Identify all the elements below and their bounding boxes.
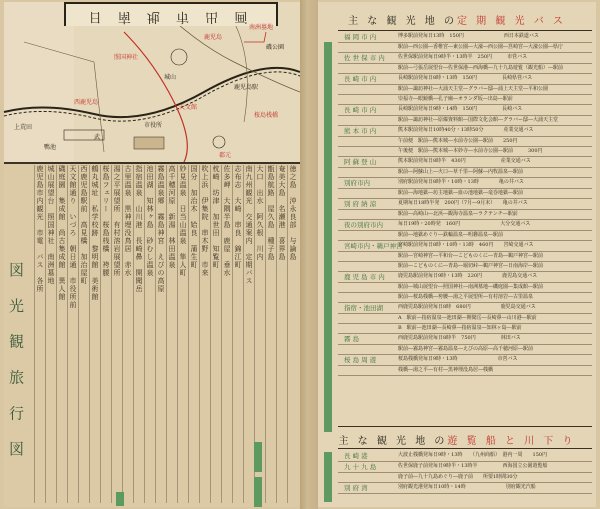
text-column: 磯庭園 集成館 尚古集成館 異人館 [56,165,67,503]
table-row: 熊 本 市 内 熊本駅前発毎日10時40分・13時50分 産業交通バス [338,126,592,137]
table-row: 霧 島 西鹿児島駅前発毎日8時半 750円 林田バス [338,334,592,345]
table-row: 駅前―諏訪神社―原爆資料館―国際文化会館―グラバー邸―大浦天主堂 [338,116,592,126]
map-label: 城山 [164,74,177,81]
table-row: 桜 島 周 遊 桜島桟橋発毎日9時・13時 市営バス [338,355,592,366]
green-tab [254,442,262,472]
tour-bus-title: 主 な 観 光 地 の定 期 観 光 バ ス [348,16,566,27]
map-label: 武 [94,134,101,141]
map-title: 日 南 地 市 出 画 [64,2,278,26]
text-column: 鹿児島市内観光 市電 バス 各所 [34,165,45,503]
green-tab [254,477,262,507]
text-column: 南九州観光 交通案内 定期バス [243,165,254,503]
map-label: 市役所 [144,122,163,129]
table-row: 佐 世 保 市 内 佐世保駅前発毎日9時半・13時半 250円 市営バス [338,53,592,64]
text-column: 天文館通り いづろ 朝日通 市役所前 [67,165,78,503]
table-row: 駅前―諏訪神社―大浦天主堂―グラバー邸―浦上天主堂―平和公園 [338,85,592,95]
divider [338,426,592,427]
text-column: 城山展望台 照国神社 南洲墓地 [45,165,56,503]
table-row: 駅前―高崎山―北浜―観海寺温泉―ラクテンチ―駅前 [338,210,592,220]
right-page [318,2,596,507]
map-label: 鹿児島駅 [234,84,259,91]
text-column: 池田湖 知林ヶ島 砂むし温泉 [144,165,155,503]
table-row: 桟橋―湯之平―有村―黒神埋没鳥居―桟橋 [338,366,592,376]
table-row: 駅前―弓張岳展望台―佐世保港―西海橋―九十九島遊覧（観光船）―駅前 [338,64,592,74]
table-row: 別府市内 別府駅前発毎日8時半・10時・13時 亀の井バス [338,178,592,189]
map-label: 磯公園 [266,44,285,51]
table-row: 崇福寺―眼鏡橋―孔子廟―オランダ坂―出島―駅前 [338,95,592,105]
green-strip [324,42,332,432]
table-row: 駅前―阿蘇山上―火口―草千里―阿蘇―内牧温泉―駅前 [338,168,592,178]
table-row: 鹿子前―九十九島めぐり―鹿子前 所要1時間30分 [338,473,592,483]
table-row: 長 崎 市 内 長崎駅前発毎日8時・13時 150円 長崎県営バス [338,74,592,85]
boat-title: 主 な 観 光 地 の遊 覧 船 と 川 下 り [338,436,576,447]
table-row: A 駅前―指宿温泉―池田湖―開聞岳―長崎鼻―山川港―駅前 [338,314,592,324]
map-label: 郡元 [219,152,232,159]
text-column: 妙見温泉 日当山温泉 隼人町 [177,165,188,503]
text-column: 高千穂河原 新湯 林田温泉 [166,165,177,503]
table-row: 別 府 納 涼 夏期毎日18時半発 200円（7月―9月末） 亀の井バス [338,199,592,210]
table-row: 駅前―海地獄―坊主地獄―血の池地獄―竜巻地獄―駅前 [338,189,592,199]
text-column: 大口 出水 阿久根 川内 [254,165,265,503]
map-label: 鴨池 [44,144,57,151]
side-title: 図 光 観 旅 行 図 [7,262,25,464]
text-column: 甑島航路 屋久島 種子島 [265,165,276,503]
map-label: 西鹿児島 [74,99,99,106]
table-row: 午後便 駅前―熊本城―本妙寺―水前寺公園―駅前 300円 [338,147,592,157]
text-column: 枕崎 坊津 加世田 知覧町 [210,165,221,503]
divider [338,30,592,31]
table-row: 鹿 児 島 市 内 鹿児島駅前発毎日9時・13時 220円 鹿児島交通バス [338,272,592,283]
text-column: 霧島温泉郷 霧島神宮 えびの高原 [155,165,166,503]
table-row: 駅前―地獄めぐり―鉄輪温泉―明礬温泉―駅前 [338,231,592,241]
text-column: 古里温泉 黒神埋没鳥居 赤水 [122,165,133,503]
table-row: 駅前―桜島桟橋―袴腰―湯之平展望所―有村溶岩―古里温泉 [338,293,592,303]
table-row: 九 十 九 島 佐世保鹿子前発毎日9時半・13時半 西海国立公園遊覧船 [338,462,592,473]
table-row: 指宿・池田湖 西鹿児島駅前発毎日8時 680円 鹿児島交通バス [338,303,592,314]
map-label: 桜島桟橋 [254,112,279,119]
table-row: 駅前―宮崎神宮―平和台―こどものくに―青島―鵜戸神宮―駅前 [338,252,592,262]
text-column: 吹上浜 伊集院 串木野 市来 [199,165,210,503]
table-row: 駅前―こどものくに―青島―堀切峠―鵜戸神宮―日南海岸―駅前 [338,262,592,272]
text-column: 佐多岬 大隅半島 鹿屋 垂水 [221,165,232,503]
green-tab [116,492,124,506]
text-column: 徳之島 沖永良部 与論島 [287,165,298,503]
table-row: 午前便 駅前―熊本城―水前寺公園―駅前 250円 [338,137,592,147]
table-row: 夜の別府市内 毎日19時・20時発 160円 大分交通バス [338,220,592,231]
text-column: 鶴丸城址 私学校跡 黎明館 美術館 [89,165,100,503]
text-column: 西鹿児島駅前 高見橋 加治屋町 [78,165,89,503]
left-page [4,2,300,507]
map-label: 照国神社 [114,54,139,61]
table-row: B 駅前―池田湖―長崎鼻―指宿温泉―知林ヶ島―駅前 [338,324,592,334]
boat-table [338,451,592,494]
tour-bus-table [338,32,592,376]
table-row: 長 崎 港 大波止桟橋発毎日9時・13時 （九州商船） 港内一周 150円 [338,451,592,462]
text-column: 桜島フェリー 桜島桟橋 袴腰 [100,165,111,503]
table-row: 長 崎 市 内 長崎駅前発毎日9時・14時 150円 長崎バス [338,105,592,116]
map-label: 上荒田 [14,124,33,131]
green-strip [324,452,332,502]
map-label: 南洲墓地 [249,24,274,31]
text-column: 指宿温泉 山川港 長崎鼻 開聞岳 [133,165,144,503]
table-row: 宮崎市内・鵜戸神宮 宮崎駅前発毎日8時・10時・13時 460円 宮崎交通バス [338,241,592,252]
map-label: 鹿児島 [204,34,223,41]
city-map [4,2,300,164]
table-row: 駅前―城山展望台―照国神社―南洲墓地―磯庭園―集成館―駅前 [338,283,592,293]
map-label: 天文館 [179,104,198,111]
text-column: 国分 加治木 姶良 蒲生町 [188,165,199,503]
text-column: 奄美大島 名瀬港 喜界島 [276,165,287,503]
table-row: 駅前―霧島神宮―霧島温泉―えびの高原―高千穂河原―駅前 [338,345,592,355]
table-row: 別 府 湾 別府観光港発毎日10時・14時 別府観光汽船 [338,483,592,494]
divider [338,448,592,449]
text-column: 湯之平展望所 有村溶岩展望所 [111,165,122,503]
center-fold [300,0,318,509]
text-column: 志布志 大崎 串良 錦江町 [232,165,243,503]
table-row: 福 岡 市 内 博多駅前発毎日13時 150円 西日本鉄道バス [338,32,592,43]
table-row: 阿 蘇 登 山 熊本駅前発毎日8時半 430円 産業交通バス [338,157,592,168]
table-row: 駅前―西公園―香椎宮―東公園―大濠―西公園―筥崎宮―大濠公園―県庁 [338,43,592,53]
